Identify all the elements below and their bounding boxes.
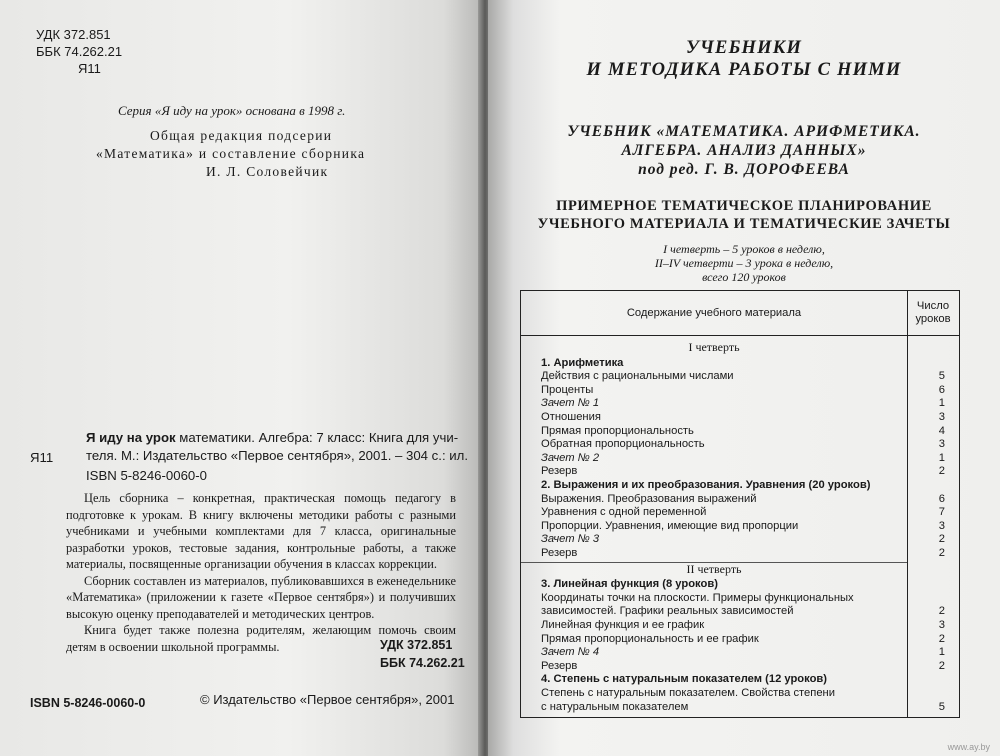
row-text: Зачет № 4 <box>541 646 600 659</box>
row-lesson-count: 5 <box>938 370 945 383</box>
row-lesson-count: 3 <box>938 438 945 451</box>
row-text: зависимостей. Графики реальных зависимостей <box>541 605 794 618</box>
row-text: Обратная пропорциональность <box>541 438 705 451</box>
section-row <box>521 673 959 687</box>
row-text: Прямая пропорциональность и ее график <box>541 632 759 645</box>
section-heading-1: УЧЕБНИКИ <box>685 38 803 58</box>
header-count: Число уроков <box>915 300 951 325</box>
row-lesson-count: 4 <box>938 424 945 437</box>
plan-table <box>520 290 960 718</box>
quarter-heading <box>521 341 959 355</box>
isbn-bottom: ISBN 5-8246-0060-0 <box>30 696 146 710</box>
textbook-title-2: АЛГЕБРА. АНАЛИЗ ДАННЫХ» <box>621 142 867 159</box>
textbook-editor: под ред. Г. В. ДОРОФЕЕВА <box>638 161 850 178</box>
quarter-heading <box>521 563 959 577</box>
row-text: Выражения. Преобразования выражений <box>541 492 757 505</box>
row-text: Проценты <box>541 383 594 396</box>
right-page <box>488 0 1000 756</box>
bibliographic-index: Я11 <box>30 450 54 465</box>
table-row <box>521 425 959 439</box>
table-row <box>521 547 959 561</box>
table-row <box>521 493 959 507</box>
bibliographic-line-1: Я иду на урок математики. Алгебра: 7 класс: Книга для учи- <box>86 430 459 445</box>
bibliographic-line-2: теля. М.: Издательство «Первое сентября», 2001. – 304 с.: ил. <box>86 448 468 463</box>
row-text: 4. Степень с натуральным показателем (12 уроков) <box>541 673 828 686</box>
row-lesson-count: 2 <box>938 605 945 618</box>
row-lesson-count: 7 <box>938 506 945 519</box>
left-page <box>0 0 482 756</box>
index-top: Я11 <box>78 61 101 76</box>
udk-top: УДК 372.851 <box>36 27 111 42</box>
row-text: Степень с натуральным показателем. Свойства степени <box>541 687 835 699</box>
row-text: Пропорции. Уравнения, имеющие вид пропорции <box>541 519 799 532</box>
row-text: Зачет № 3 <box>541 533 600 546</box>
row-lesson-count: 1 <box>938 397 945 410</box>
table-row <box>521 465 959 479</box>
table-row <box>521 520 959 534</box>
table-row <box>521 384 959 398</box>
row-text: Резерв <box>541 547 578 559</box>
table-row <box>521 701 959 715</box>
table-row <box>521 506 959 520</box>
row-lesson-count: 6 <box>938 383 945 396</box>
subseries-line-1: Общая редакция подсерии <box>150 128 333 143</box>
section-row <box>521 578 959 592</box>
row-text: Отношения <box>541 411 601 423</box>
bbk-bottom: ББК 74.262.21 <box>380 656 465 670</box>
abstract-paragraph: Сборник составлен из материалов, публиковавшихся в еженедельнике «Математика» (приложении к газете «Первое сентября») и получивших высокую оценку преподавателей и методических центров. <box>66 573 456 621</box>
row-lesson-count: 2 <box>938 632 945 645</box>
row-lesson-count: 2 <box>938 533 945 546</box>
row-lesson-count: 3 <box>938 519 945 532</box>
table-row <box>521 619 959 633</box>
row-text: 1. Арифметика <box>541 356 624 369</box>
header-content: Содержание учебного материала <box>521 291 908 335</box>
plan-title-1: ПРИМЕРНОЕ ТЕМАТИЧЕСКОЕ ПЛАНИРОВАНИЕ <box>556 198 932 214</box>
table-row <box>521 605 959 619</box>
section-row <box>521 357 959 371</box>
table-row <box>521 452 959 466</box>
watermark: www.ay.by <box>947 742 990 752</box>
row-text: Зачет № 2 <box>541 451 600 464</box>
abstract <box>66 490 456 655</box>
table-row <box>521 687 959 701</box>
table-row <box>521 397 959 411</box>
schedule-line-3: всего 120 уроков <box>702 270 786 284</box>
row-lesson-count: 2 <box>938 547 945 559</box>
udk-bottom: УДК 372.851 <box>380 638 453 652</box>
table-row <box>521 646 959 660</box>
row-text: II четверть <box>686 561 742 576</box>
row-text: Действия с рациональными числами <box>541 370 734 383</box>
row-text: Координаты точки на плоскости. Примеры функциональных <box>541 591 854 604</box>
textbook-title-1: УЧЕБНИК «МАТЕМАТИКА. АРИФМЕТИКА. <box>567 123 921 140</box>
plan-title-2: УЧЕБНОГО МАТЕРИАЛА И ТЕМАТИЧЕСКИЕ ЗАЧЕТЫ <box>537 216 951 232</box>
table-row <box>521 533 959 547</box>
row-text: Прямая пропорциональность <box>541 424 694 437</box>
row-text: 2. Выражения и их преобразования. Уравнения (20 уроков) <box>541 479 871 491</box>
section-heading-2: И МЕТОДИКА РАБОТЫ С НИМИ <box>586 60 902 80</box>
table-header <box>521 291 959 336</box>
table-row <box>521 592 959 606</box>
bbk-top: ББК 74.262.21 <box>36 44 123 59</box>
table-row <box>521 633 959 647</box>
row-lesson-count: 1 <box>938 451 945 464</box>
bibliographic-isbn: ISBN 5-8246-0060-0 <box>86 468 207 483</box>
row-text: I четверть <box>688 340 740 354</box>
section-row <box>521 479 959 493</box>
row-lesson-count: 6 <box>938 492 945 505</box>
row-text: Резерв <box>541 659 578 672</box>
row-text: с натуральным показателем <box>541 700 689 713</box>
row-text: Зачет № 1 <box>541 397 600 410</box>
row-text: 3. Линейная функция (8 уроков) <box>541 578 718 591</box>
book-title: Я иду на урок <box>86 430 176 445</box>
row-text: Уравнения с одной переменной <box>541 506 707 519</box>
table-body <box>521 335 959 717</box>
schedule-line-2: II–IV четверти – 3 урока в неделю, <box>654 256 834 270</box>
copyright: © Издательство «Первое сентября», 2001 <box>200 692 455 707</box>
series-line: Серия «Я иду на урок» основана в 1998 г. <box>118 103 346 118</box>
row-text: Резерв <box>541 465 578 478</box>
abstract-paragraph: Книга будет также полезна родителям, желающим помочь своим детям в освоении школьной программы. <box>66 623 456 654</box>
table-row <box>521 660 959 674</box>
subseries-line-2: «Математика» и составление сборника <box>96 146 366 161</box>
row-lesson-count: 1 <box>938 646 945 659</box>
row-text: Линейная функция и ее график <box>541 619 705 631</box>
row-lesson-count: 2 <box>938 465 945 478</box>
row-lesson-count: 3 <box>938 411 945 423</box>
row-lesson-count: 3 <box>938 619 945 631</box>
table-row <box>521 370 959 384</box>
table-row <box>521 411 959 425</box>
schedule-line-1: I четверть – 5 уроков в неделю, <box>663 242 825 256</box>
table-row <box>521 438 959 452</box>
abstract-paragraph: Цель сборника – конкретная, практическая помощь педагогу в подготовке к урокам. В книгу включены методики работы с разными учебниками и учебными комплектами для 7 класса, оригинальные разработки уроков, тестовые задания, контрольные работы, а также материалы, посвященные организации обучения в классах коррекции. <box>66 491 456 571</box>
row-lesson-count: 5 <box>938 700 945 713</box>
row-lesson-count: 2 <box>938 659 945 672</box>
subseries-line-3: И. Л. Соловейчик <box>206 164 329 179</box>
